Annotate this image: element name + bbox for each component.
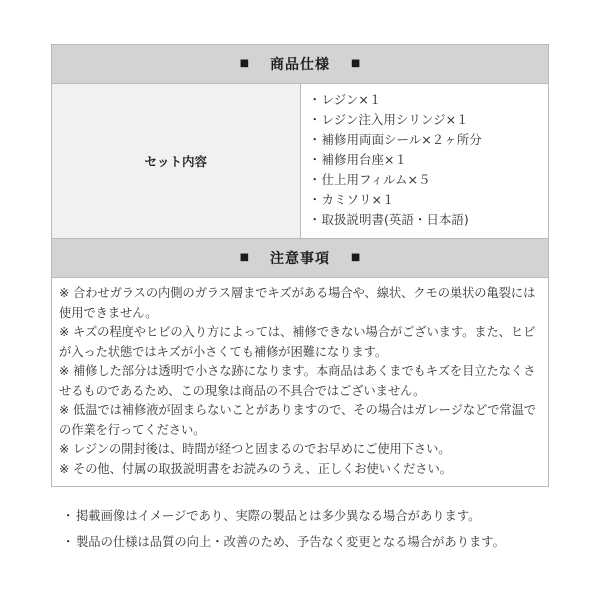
bullet-icon: ・: [308, 92, 322, 107]
caution-note: ※ 合わせガラスの内側のガラス層までキズがある場合や、線状、クモの巣状の亀裂には使用できません。: [59, 286, 536, 320]
caution-note: ※ その他、付属の取扱説明書をお読みのうえ、正しくお使いください。: [59, 461, 452, 476]
bullet-icon: ・: [308, 172, 322, 187]
footer-note-text: 掲載画像はイメージであり、実際の製品とは多少異なる場合があります。: [76, 509, 481, 523]
set-contents-item: 仕上用フィルム×５: [321, 172, 431, 187]
caution-section-title: 注意事項: [270, 251, 330, 267]
list-item: [309, 150, 549, 170]
footer-note: [62, 532, 505, 552]
bullet-icon: ・: [308, 132, 322, 147]
list-item: [309, 210, 549, 230]
square-marker-icon: ■: [239, 251, 250, 263]
caution-notes-cell: [52, 278, 549, 487]
caution-notes-list: [59, 284, 541, 479]
footer-notes-list: [62, 506, 505, 558]
bullet-icon: ・: [308, 212, 322, 227]
bullet-icon: ・: [308, 192, 322, 207]
spec-section-title: 商品仕様: [270, 57, 330, 73]
set-contents-list: [309, 90, 549, 230]
set-contents-cell: [300, 84, 549, 239]
product-spec-table: [51, 44, 549, 487]
set-contents-item: カミソリ×１: [321, 192, 395, 207]
list-item: [309, 130, 549, 150]
square-marker-icon: ■: [350, 251, 361, 263]
list-item: [309, 170, 549, 190]
square-marker-icon: ■: [239, 57, 250, 69]
bullet-icon: ・: [308, 152, 322, 167]
set-contents-label: セット内容: [52, 84, 301, 239]
caution-note: ※ 低温では補修液が固まらないことがありますので、その場合はガレージなどで常温での作業を行ってください。: [59, 403, 537, 437]
caution-section-header: [52, 239, 549, 278]
caution-note: ※ 補修した部分は透明で小さな跡になります。本商品はあくまでもキズを目立たなくさせるものであるため、この現象は商品の不具合ではございません。: [59, 364, 536, 398]
footer-note-text: 製品の仕様は品質の向上・改善のため、予告なく変更となる場合があります。: [76, 535, 505, 549]
caution-note: ※ レジンの開封後は、時間が経つと固まるのでお早めにご使用下さい。: [59, 442, 451, 456]
footer-note: [62, 506, 505, 526]
set-contents-item: 取扱説明書(英語・日本語): [321, 212, 469, 227]
spec-section-header: [52, 45, 549, 84]
caution-note: ※ キズの程度やヒビの入り方によっては、補修できない場合がございます。また、ヒビが入った状態ではキズが小さくても補修が困難になります。: [59, 325, 536, 359]
bullet-icon: ・: [62, 509, 75, 523]
set-contents-item: レジン×１: [321, 92, 382, 107]
set-contents-item: 補修用両面シール×２ヶ所分: [321, 132, 482, 147]
square-marker-icon: ■: [350, 57, 361, 69]
list-item: [309, 90, 549, 110]
set-contents-item: レジン注入用シリンジ×１: [321, 112, 469, 127]
list-item: [309, 190, 549, 210]
bullet-icon: ・: [62, 535, 75, 549]
list-item: [309, 110, 549, 130]
bullet-icon: ・: [308, 112, 322, 127]
set-contents-item: 補修用台座×１: [321, 152, 407, 167]
